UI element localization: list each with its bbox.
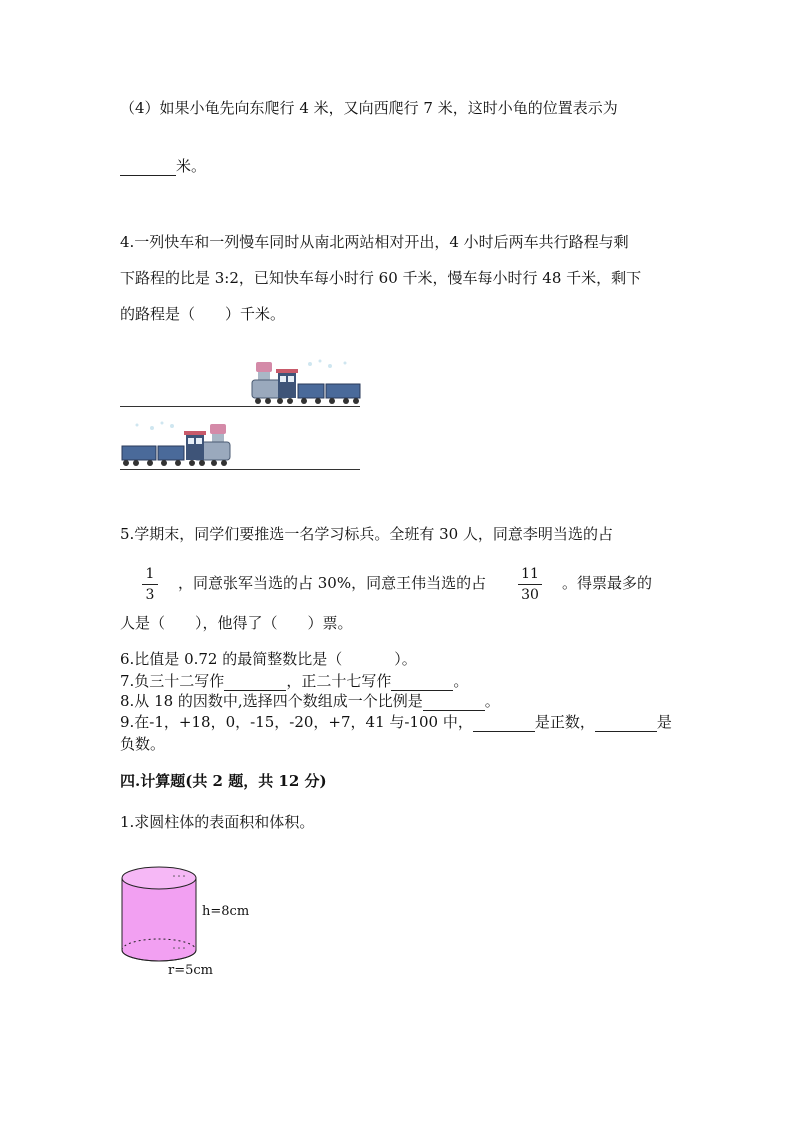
q4-line2: 下路程的比是 3:2，已知快车每小时行 60 千米，慢车每小时行 48 千米，剩下 — [120, 269, 642, 287]
calc1-text: 1.求圆柱体的表面积和体积。 — [120, 813, 315, 831]
q7-text-c: 。 — [453, 672, 469, 690]
q9-line1 — [120, 711, 672, 732]
q3-4-answer-line — [120, 155, 206, 176]
q5-end-text: 。得票最多的 — [562, 574, 653, 592]
fraction-numerator: 11 — [521, 566, 539, 582]
fraction-bar — [518, 584, 542, 585]
train-bottom-icon — [120, 420, 232, 468]
q7-text-a: 7.负三十二写作 — [120, 672, 225, 690]
height-label: h=8cm — [202, 904, 250, 919]
answer-blank[interactable] — [224, 674, 286, 691]
q8-line — [120, 690, 500, 711]
q5-mid-text: ，同意张军当选的占 30%，同意王伟当选的占 — [178, 574, 487, 592]
unit-label: 米。 — [176, 157, 207, 175]
q9-text-b: 是正数， — [534, 713, 595, 731]
train-top-icon — [250, 358, 362, 406]
q8-text-a: 8.从 18 的因数中,选择四个数组成一个比例是 — [120, 692, 423, 710]
section-title: 四.计算题(共 2 题，共 12 分) — [120, 772, 327, 790]
q3-4-text: （4）如果小龟先向东爬行 4 米，又向西爬行 7 米，这时小龟的位置表示为 — [120, 99, 618, 117]
track-top — [120, 406, 360, 407]
q9-line2: 负数。 — [120, 735, 166, 753]
answer-blank[interactable] — [391, 674, 453, 691]
fraction-eleven-thirtieths — [518, 566, 542, 603]
fraction-denominator: 30 — [521, 587, 539, 603]
answer-blank[interactable] — [473, 715, 535, 732]
q7-text-b: ，正二十七写作 — [286, 672, 392, 690]
track-bottom — [120, 469, 360, 470]
answer-blank[interactable] — [120, 159, 176, 176]
fraction-numerator: 1 — [145, 566, 155, 582]
q4-line1: 4.一列快车和一列慢车同时从南北两站相对开出，4 小时后两车共行路程与剩 — [120, 233, 629, 251]
cylinder-figure — [118, 866, 204, 964]
q6-text-a: 6.比值是 0.72 的最简整数比是（ — [120, 650, 343, 668]
radius-label: r=5cm — [168, 963, 213, 978]
fraction-denominator: 3 — [145, 587, 155, 603]
answer-blank[interactable] — [595, 715, 657, 732]
q6-text-b: ）。 — [394, 650, 417, 668]
q9-text-c: 是 — [656, 713, 672, 731]
q6-line — [120, 648, 417, 669]
fraction-one-third — [142, 566, 158, 603]
q5-line1: 5.学期末，同学们要推选一名学习标兵。全班有 30 人，同意李明当选的占 — [120, 525, 613, 543]
q8-text-b: 。 — [484, 692, 500, 710]
q4-line3: 的路程是（ ）千米。 — [120, 305, 286, 323]
q9-text-a: 9.在-1，+18，0，-15，-20，+7，41 与-100 中， — [120, 713, 473, 731]
q5-line3: 人是（ ），他得了（ ）票。 — [120, 614, 353, 632]
q7-line — [120, 670, 468, 691]
fraction-bar — [142, 584, 158, 585]
answer-blank[interactable] — [423, 694, 485, 711]
